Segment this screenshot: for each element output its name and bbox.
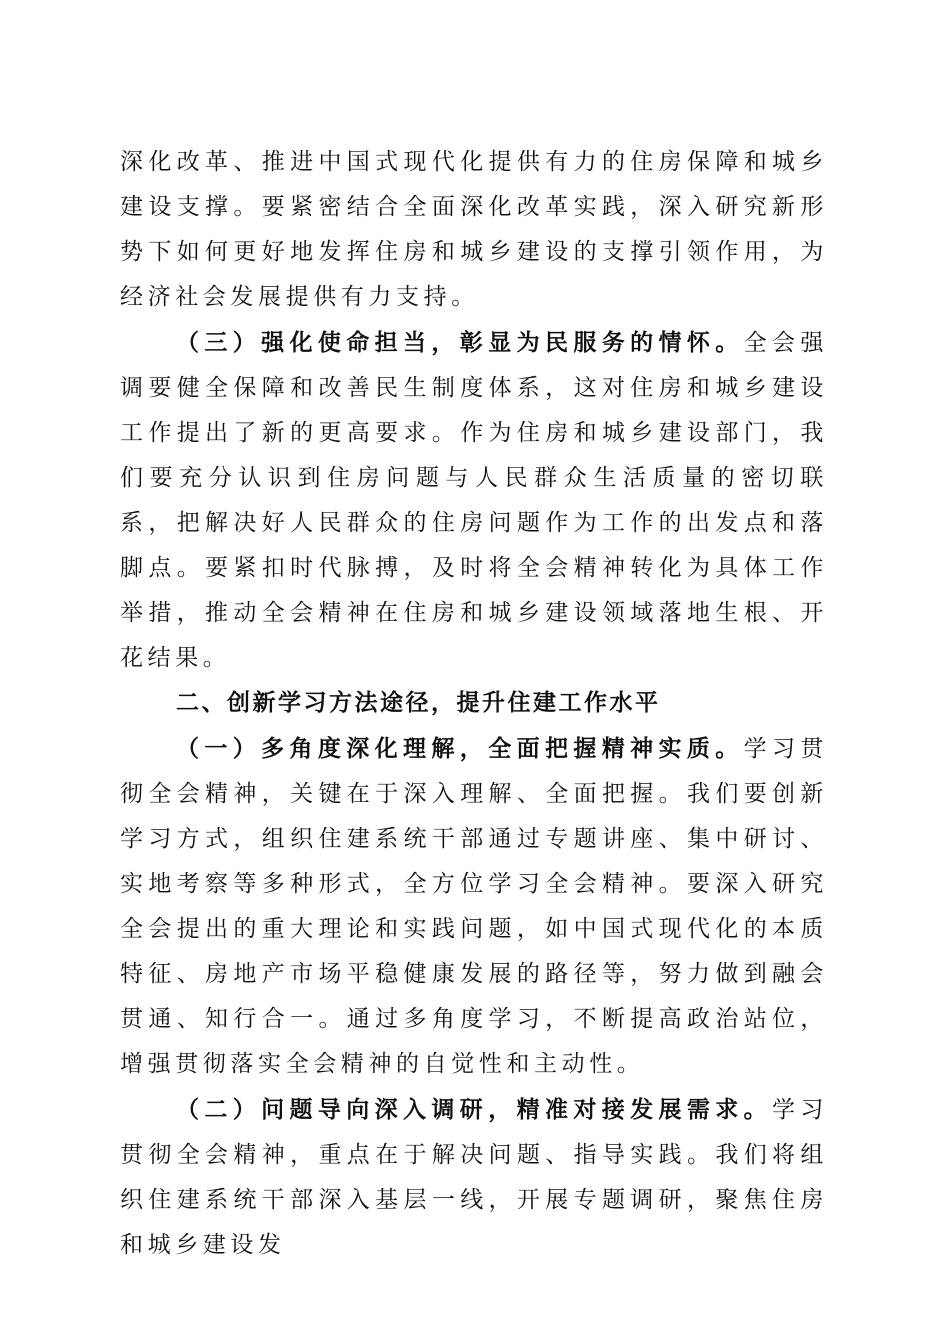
subsection-lead: （二）问题导向深入调研，精准对接发展需求。 — [176, 1096, 773, 1123]
paragraph-continuation — [120, 140, 828, 320]
paragraph-subsection-2 — [120, 1087, 828, 1268]
paragraph-subsection-3 — [120, 320, 828, 681]
paragraph-text: 全会强调要健全保障和改善民生制度体系，这对住房和城乡建设工作提出了新的更高要求。作为住房和城乡建设部门，我们要充分认识到住房问题与人民群众生活质量的密切联系，把解决好人民群众的住房问题作为工作的出发点和落脚点。要紧扣时代脉搏，及时将全会精神转化为具体工作举措，推动全会精神在住房和城乡建设领域落地生根、开花结果。 — [120, 330, 828, 671]
paragraph-text: 深化改革、推进中国式现代化提供有力的住房保障和城乡建设支撑。要紧密结合全面深化改革实践，深入研究新形势下如何更好地发挥住房和城乡建设的支撑引领作用，为经济社会发展提供有力支持。 — [120, 149, 828, 310]
document-body — [120, 140, 828, 1268]
paragraph-subsection-1 — [120, 726, 828, 1087]
paragraph-text: 学习贯彻全会精神，重点在于解决问题、指导实践。我们将组织住建系统干部深入基层一线，开展专题调研，聚焦住房和城乡建设发 — [120, 1097, 828, 1258]
heading-text: 二、创新学习方法途径，提升住建工作水平 — [176, 690, 661, 716]
subsection-lead: （一）多角度深化理解，全面把握精神实质。 — [176, 735, 744, 762]
subsection-lead: （三）强化使命担当，彰显为民服务的情怀。 — [176, 329, 744, 356]
section-heading-2 — [120, 681, 828, 726]
paragraph-text: 学习贯彻全会精神，关键在于深入理解、全面把握。我们要创新学习方式，组织住建系统干部通过专题讲座、集中研讨、实地考察等多种形式，全方位学习全会精神。要深入研究全会提出的重大理论和实践问题，如中国式现代化的本质特征、房地产市场平稳健康发展的路径等，努力做到融会贯通、知行合一。通过多角度学习，不断提高政治站位，增强贯彻落实全会精神的自觉性和主动性。 — [120, 736, 828, 1077]
